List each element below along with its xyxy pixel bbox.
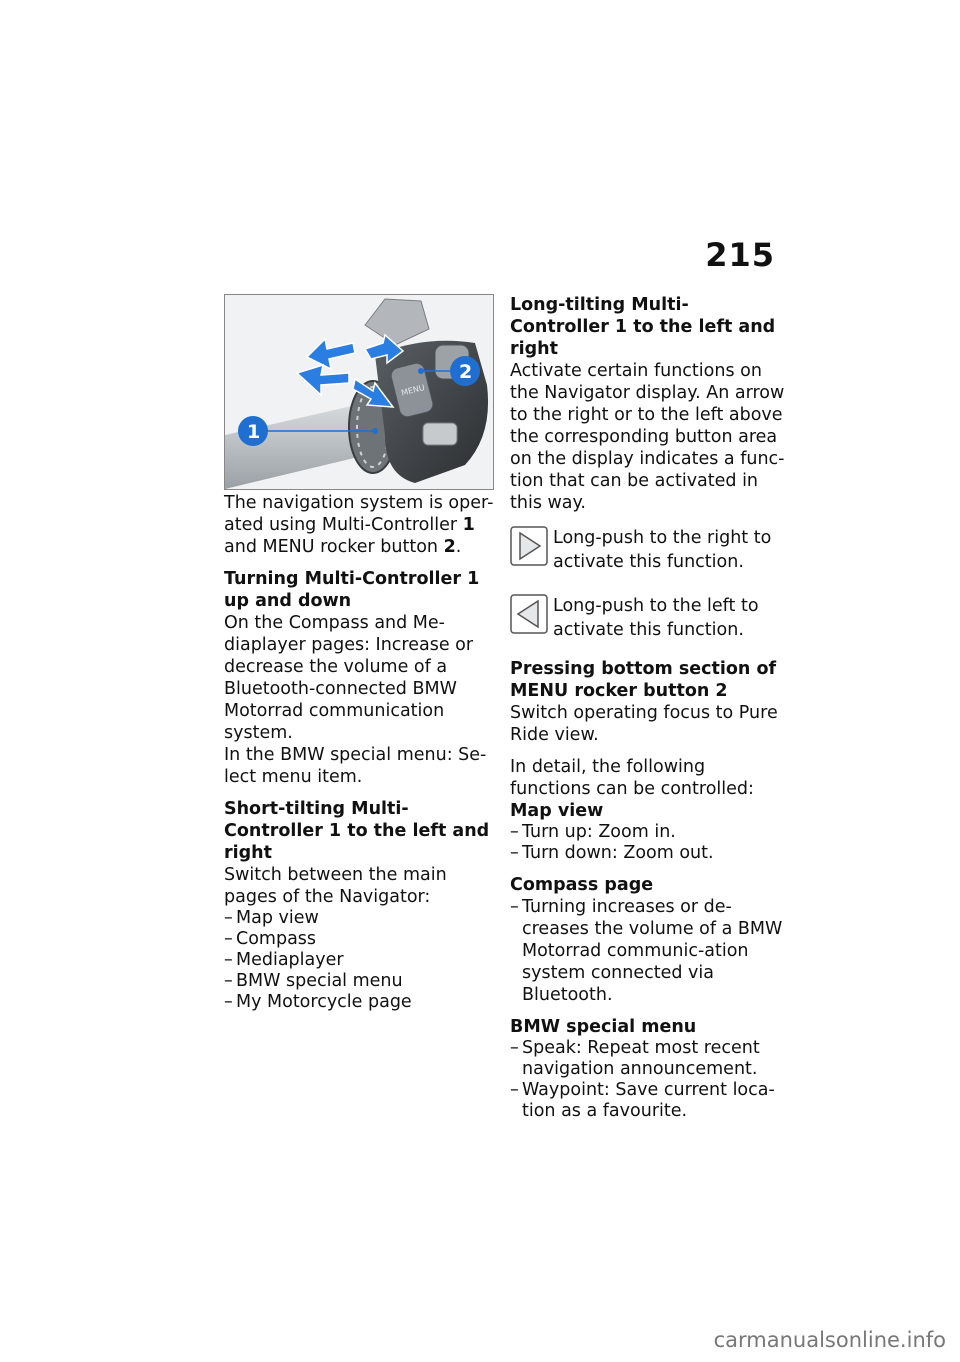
right-column: [510, 294, 786, 1122]
list-item: – Turning increases or de-creases the volume of a BMW Motorrad communic-ation system connected via Bluetooth.: [510, 896, 786, 1006]
list-item: – BMW special menu: [224, 971, 494, 992]
heading-compass-page: Compass page: [510, 875, 654, 895]
menu-rocker-text: Switch operating focus to Pure Ride view.: [510, 703, 778, 745]
handlebar-illustration: [225, 295, 493, 489]
heading-menu-rocker: Pressing bottom section of MENU rocker button 2: [510, 659, 777, 701]
map-view-list: [510, 822, 786, 864]
list-item: – Mediaplayer: [224, 950, 494, 971]
hint-left-text: Long-push to the left to activate this function.: [553, 596, 759, 640]
navigator-pages-list: [224, 908, 494, 1013]
heading-special-menu: BMW special menu: [510, 1017, 697, 1037]
menu-button-label: MENU: [400, 383, 426, 398]
compass-list: [510, 896, 786, 1006]
list-item: – Turn up: Zoom in.: [510, 822, 786, 843]
list-item: – Compass: [224, 929, 494, 950]
list-item: – Turn down: Zoom out.: [510, 843, 786, 864]
arrow-left-icon: [510, 594, 548, 634]
list-item: – Waypoint: Save current loca-tion as a favourite.: [510, 1080, 786, 1122]
hint-long-push-left: [510, 594, 786, 642]
page-number: 215: [705, 236, 775, 274]
watermark: carmanualsonline.info: [713, 1328, 946, 1352]
list-item: – Map view: [224, 908, 494, 929]
list-item: – Speak: Repeat most recent navigation announcement.: [510, 1038, 786, 1080]
handlebar-controls-figure: [224, 294, 494, 490]
svg-text:1: 1: [247, 421, 261, 443]
long-tilt-text: Activate certain functions on the Navigator display. An arrow to the right or to the left above the corresponding button area on the display indicates a func-tion that can be activated in this way.: [510, 361, 785, 513]
functions-intro: In detail, the following functions can be controlled:: [510, 757, 754, 799]
svg-text:2: 2: [459, 361, 473, 383]
figure-caption: The navigation system is oper-ated using Multi-Controller 1 and MENU rocker button 2.: [224, 493, 494, 557]
callout-2: [450, 356, 480, 386]
heading-short-tilt: Short-tilting Multi-Controller 1 to the left and right: [224, 799, 490, 863]
heading-turning: Turning Multi-Controller 1 up and down: [224, 569, 480, 611]
hint-long-push-right: [510, 526, 786, 574]
callout-1: [238, 416, 268, 446]
special-menu-list: [510, 1038, 786, 1122]
left-column: [224, 294, 494, 1013]
short-tilt-text: Switch between the main pages of the Navigator:: [224, 865, 447, 907]
list-item: – My Motorcycle page: [224, 992, 494, 1013]
heading-map-view: Map view: [510, 801, 604, 821]
turning-text-2: In the BMW special menu: Se-lect menu item.: [224, 745, 487, 787]
heading-long-tilt: Long-tilting Multi-Controller 1 to the left and right: [510, 295, 776, 359]
hint-right-text: Long-push to the right to activate this function.: [553, 528, 772, 572]
turning-text-1: On the Compass and Me-diaplayer pages: Increase or decrease the volume of a Bluetooth-connected BMW Motorrad communication system.: [224, 613, 474, 743]
arrow-right-icon: [510, 526, 548, 566]
